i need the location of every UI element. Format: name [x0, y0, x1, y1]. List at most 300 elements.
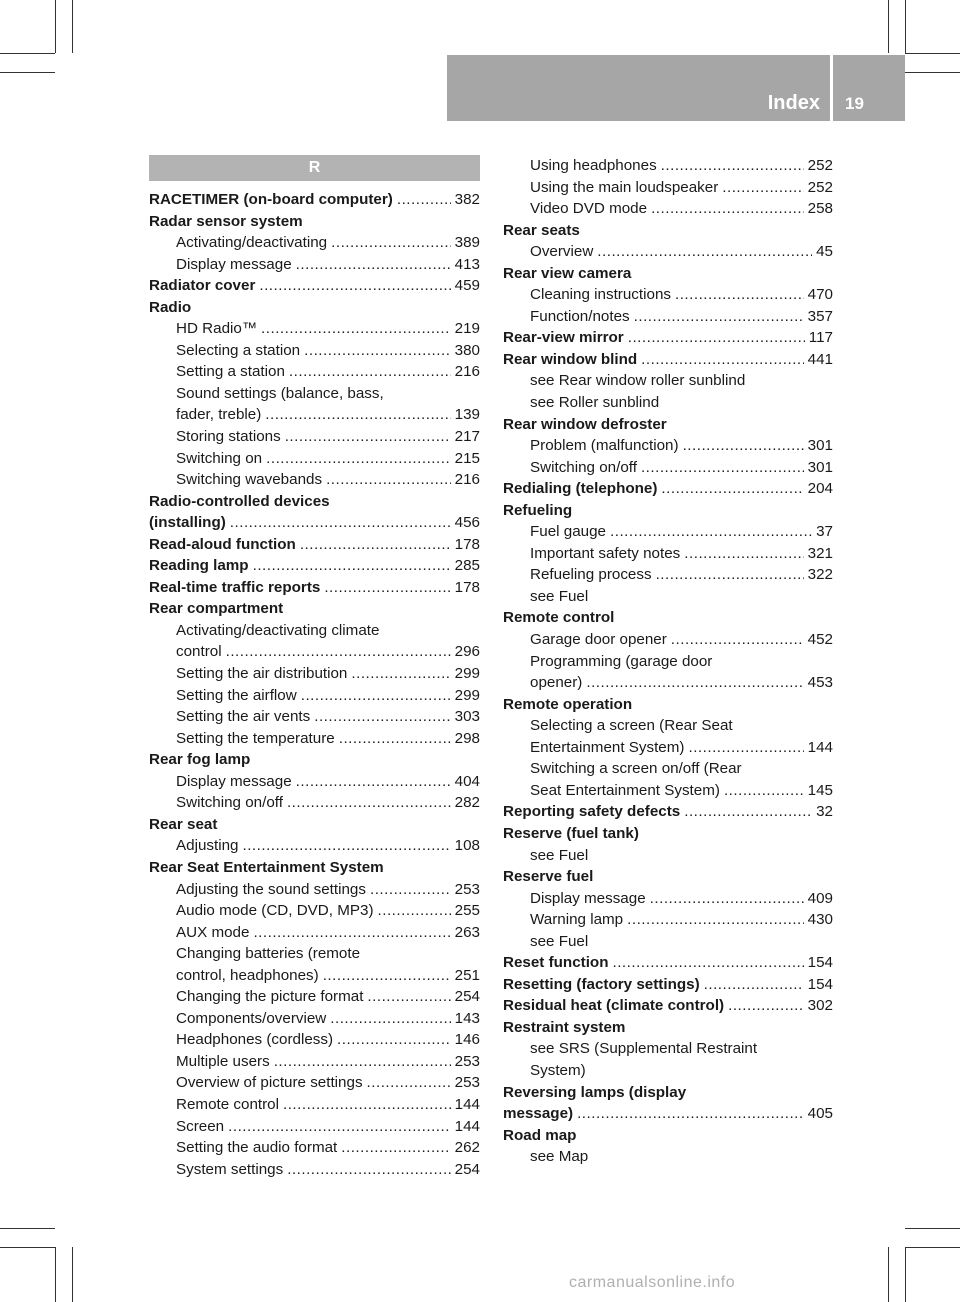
- index-entry-page: 154: [807, 954, 833, 972]
- dot-leader: [661, 478, 803, 500]
- index-entry-page: 470: [807, 286, 833, 304]
- index-entry-text: see Rear window roller sunblind: [530, 372, 746, 390]
- dot-leader: [684, 543, 803, 565]
- index-entry-page: 303: [454, 708, 480, 726]
- index-entry: [503, 845, 833, 867]
- dot-leader: [612, 952, 803, 974]
- dot-leader: [296, 254, 451, 276]
- dot-leader: [627, 909, 804, 931]
- index-entry-text: Refueling process: [530, 566, 652, 584]
- index-entry: [503, 327, 833, 349]
- index-entry-text: Resetting (factory settings): [503, 975, 700, 993]
- index-entry: [149, 512, 480, 534]
- index-entry: [149, 1051, 480, 1073]
- index-entry-text: Display message: [176, 772, 292, 790]
- index-entry-page: 258: [807, 200, 833, 218]
- index-entry: [149, 922, 480, 944]
- index-entry-text: Reserve (fuel tank): [503, 824, 639, 842]
- dot-leader: [722, 177, 803, 199]
- index-entry-text: Rear seat: [149, 815, 218, 833]
- dot-leader: [728, 995, 804, 1017]
- index-entry-page: 145: [807, 781, 833, 799]
- index-entry-text: Rear seats: [503, 221, 580, 239]
- index-entry-text: Switching wavebands: [176, 471, 323, 489]
- index-entry: [149, 361, 480, 383]
- index-entry-text: control, headphones): [176, 966, 319, 984]
- index-entry-text: Components/overview: [176, 1009, 327, 1027]
- dot-leader: [339, 728, 451, 750]
- index-entry: [149, 211, 480, 233]
- dot-leader: [228, 1116, 451, 1138]
- index-entry: [503, 435, 833, 457]
- index-entry-page: 32: [816, 803, 833, 821]
- index-entry: [149, 879, 480, 901]
- index-entry-text: see Fuel: [530, 932, 589, 950]
- dot-leader: [683, 435, 804, 457]
- index-entry-text: see Fuel: [530, 587, 589, 605]
- index-entry-text: Setting the airflow: [176, 686, 297, 704]
- index-entry-page: 252: [807, 157, 833, 174]
- dot-leader: [242, 835, 450, 857]
- index-entry-text: see SRS (Supplemental Restraint: [530, 1040, 758, 1058]
- crop-mark: [72, 0, 73, 53]
- dot-leader: [641, 457, 804, 479]
- index-entry-text: Reporting safety defects: [503, 803, 681, 821]
- index-entry-text: Reserve fuel: [503, 868, 594, 886]
- index-entry: [149, 986, 480, 1008]
- index-entry-text: Read-aloud function: [149, 535, 296, 553]
- index-entry-text: Seat Entertainment System): [530, 781, 720, 799]
- index-entry: [503, 284, 833, 306]
- index-entry-text: opener): [530, 674, 583, 692]
- index-entry: [503, 500, 833, 522]
- index-entry-page: 299: [454, 686, 480, 704]
- index-entry: [503, 1146, 833, 1168]
- index-column-right: [503, 155, 833, 1168]
- index-entry-text: Reset function: [503, 954, 609, 972]
- dot-leader: [283, 1094, 451, 1116]
- index-entry: [503, 392, 833, 414]
- index-entry: [503, 586, 833, 608]
- crop-mark: [905, 72, 960, 73]
- index-entry-text: Redialing (telephone): [503, 480, 658, 498]
- index-entry-text: Switching a screen on/off (Rear: [530, 760, 742, 778]
- index-entry-text: Audio mode (CD, DVD, MP3): [176, 902, 374, 920]
- index-entry-text: Cleaning instructions: [530, 286, 671, 304]
- dot-leader: [226, 641, 451, 663]
- dot-leader: [651, 198, 804, 220]
- index-entry: [503, 1038, 833, 1060]
- index-entry: [503, 780, 833, 802]
- index-entry: [149, 792, 480, 814]
- index-entry-text: Entertainment System): [530, 738, 685, 756]
- index-entry: [503, 1125, 833, 1147]
- index-entry-page: 144: [454, 1117, 480, 1135]
- index-entry-text: Warning lamp: [530, 911, 624, 929]
- index-entry-text: Setting the air distribution: [176, 665, 348, 683]
- index-entry-text: Rear compartment: [149, 600, 284, 618]
- index-entry: [503, 263, 833, 285]
- crop-mark: [0, 72, 55, 73]
- index-entry: [149, 383, 480, 405]
- dot-leader: [337, 1029, 451, 1051]
- dot-leader: [671, 629, 804, 651]
- index-entry: [503, 952, 833, 974]
- dot-leader: [330, 1008, 450, 1030]
- index-entry-page: 254: [454, 988, 480, 1006]
- index-entry-page: 144: [807, 738, 833, 756]
- index-entry-page: 108: [454, 837, 480, 855]
- index-entry: [503, 306, 833, 328]
- index-entry: [503, 629, 833, 651]
- index-entry-text: Road map: [503, 1126, 577, 1144]
- index-entry-page: 413: [454, 255, 480, 273]
- index-entry: [149, 900, 480, 922]
- index-entry-text: Function/notes: [530, 307, 630, 325]
- index-entry: [149, 620, 480, 642]
- index-entry: [149, 749, 480, 771]
- crop-mark: [905, 53, 960, 54]
- index-entry: [149, 318, 480, 340]
- dot-leader: [610, 521, 812, 543]
- index-entry-page: 298: [454, 729, 480, 747]
- index-entry-page: 382: [454, 191, 480, 208]
- dot-leader: [628, 327, 805, 349]
- dot-leader: [688, 737, 803, 759]
- index-entry: [503, 1060, 833, 1082]
- dot-leader: [331, 232, 451, 254]
- index-entry: [503, 564, 833, 586]
- index-entry: [503, 694, 833, 716]
- index-entry-page: 251: [454, 966, 480, 984]
- index-entry-text: Using headphones: [530, 157, 657, 174]
- index-entry-text: Important safety notes: [530, 544, 681, 562]
- index-entry: [149, 275, 480, 297]
- crop-mark: [72, 1247, 73, 1302]
- index-entry: [149, 1072, 480, 1094]
- crop-mark: [905, 1247, 906, 1302]
- index-list-left: [149, 189, 480, 1180]
- dot-leader: [314, 706, 450, 728]
- dot-leader: [323, 965, 451, 987]
- dot-leader: [274, 1051, 451, 1073]
- index-entry-page: 302: [807, 997, 833, 1015]
- dot-leader: [301, 685, 451, 707]
- index-entry-page: 254: [454, 1160, 480, 1178]
- index-entry-text: Fuel gauge: [530, 523, 606, 541]
- index-entry-text: Changing the picture format: [176, 988, 364, 1006]
- index-entry: [503, 370, 833, 392]
- index-entry-text: Display message: [530, 889, 646, 907]
- index-entry-page: 389: [454, 234, 480, 252]
- index-entry-page: 215: [454, 449, 480, 467]
- index-entry: [149, 1008, 480, 1030]
- index-entry-text: Using the main loudspeaker: [530, 178, 719, 196]
- index-entry-page: 285: [454, 557, 480, 575]
- index-entry-text: Screen: [176, 1117, 225, 1135]
- index-entry-text: Storing stations: [176, 428, 281, 446]
- index-entry: [149, 469, 480, 491]
- index-entry-page: 154: [807, 975, 833, 993]
- index-entry-page: 219: [454, 320, 480, 338]
- index-entry-page: 321: [807, 544, 833, 562]
- index-entry: [149, 943, 480, 965]
- index-entry-text: Display message: [176, 255, 292, 273]
- index-entry: [149, 254, 480, 276]
- index-entry-text: Restraint system: [503, 1018, 626, 1036]
- index-entry: [149, 663, 480, 685]
- dot-leader: [370, 879, 451, 901]
- dot-leader: [397, 189, 451, 211]
- index-entry: [503, 521, 833, 543]
- index-entry: [503, 607, 833, 629]
- dot-leader: [341, 1137, 450, 1159]
- index-entry-text: Multiple users: [176, 1052, 270, 1070]
- index-entry-text: Changing batteries (remote: [176, 945, 361, 963]
- dot-leader: [704, 974, 804, 996]
- index-entry-text: Adjusting the sound settings: [176, 880, 366, 898]
- index-entry: [149, 706, 480, 728]
- index-entry: [149, 857, 480, 879]
- index-entry: [149, 426, 480, 448]
- index-entry-text: Problem (malfunction): [530, 437, 679, 455]
- dot-leader: [351, 663, 450, 685]
- index-entry-page: 301: [807, 437, 833, 455]
- watermark: carmanualsonline.info: [569, 1274, 736, 1291]
- crop-mark: [905, 1228, 960, 1229]
- crop-mark: [905, 0, 906, 53]
- index-entry-text: Headphones (cordless): [176, 1031, 334, 1049]
- header-divider: [830, 55, 833, 121]
- index-entry-text: Sound settings (balance, bass,: [176, 384, 384, 402]
- index-entry: [503, 974, 833, 996]
- dot-leader: [253, 555, 451, 577]
- index-entry: [149, 728, 480, 750]
- index-entry: [503, 995, 833, 1017]
- dot-leader: [586, 672, 803, 694]
- index-entry-text: see Roller sunblind: [530, 394, 660, 412]
- index-entry-page: 144: [454, 1095, 480, 1113]
- index-entry-text: Radio-controlled devices: [149, 492, 330, 510]
- index-entry-page: 299: [454, 665, 480, 683]
- index-entry: [149, 189, 480, 211]
- index-entry-text: Rear fog lamp: [149, 751, 251, 769]
- index-entry-text: Residual heat (climate control): [503, 997, 725, 1015]
- index-entry-text: AUX mode: [176, 923, 250, 941]
- index-entry-page: 253: [454, 880, 480, 898]
- index-entry: [503, 414, 833, 436]
- index-entry-page: 146: [454, 1031, 480, 1049]
- index-entry-text: Rear view camera: [503, 264, 632, 282]
- dot-leader: [230, 512, 451, 534]
- page-number: 19: [845, 94, 864, 113]
- index-entry-text: message): [503, 1105, 574, 1123]
- index-entry-text: Programming (garage door: [530, 652, 713, 670]
- index-entry-text: Overview: [530, 243, 594, 261]
- index-entry-page: 216: [454, 363, 480, 381]
- index-entry-page: 453: [807, 674, 833, 692]
- index-entry-text: Switching on/off: [530, 458, 637, 476]
- crop-mark: [905, 1247, 960, 1248]
- index-entry: [149, 641, 480, 663]
- dot-leader: [650, 888, 804, 910]
- index-entry: [503, 715, 833, 737]
- index-entry-page: 430: [807, 911, 833, 929]
- index-entry-text: see Fuel: [530, 846, 589, 864]
- index-entry-page: 253: [454, 1052, 480, 1070]
- index-entry: [149, 771, 480, 793]
- index-entry: [503, 801, 833, 823]
- crop-mark: [0, 53, 55, 54]
- dot-leader: [724, 780, 804, 802]
- dot-leader: [304, 340, 451, 362]
- index-entry: [503, 758, 833, 780]
- index-entry-page: 296: [454, 643, 480, 661]
- index-entry-page: 282: [454, 794, 480, 812]
- crop-mark: [888, 0, 889, 53]
- index-entry-text: Remote control: [176, 1095, 279, 1113]
- dot-leader: [634, 306, 804, 328]
- crop-mark: [55, 0, 56, 53]
- index-entry: [149, 1029, 480, 1051]
- dot-leader: [577, 1103, 804, 1125]
- index-entry: [503, 1017, 833, 1039]
- index-entry-text: Setting the audio format: [176, 1139, 338, 1157]
- index-entry-text: Setting a station: [176, 363, 285, 381]
- index-entry-text: Rear-view mirror: [503, 329, 624, 347]
- index-entry-page: 357: [807, 307, 833, 325]
- index-entry: [503, 1103, 833, 1125]
- dot-leader: [285, 426, 451, 448]
- index-entry-page: 456: [454, 514, 480, 532]
- index-entry-text: Video DVD mode: [530, 200, 648, 218]
- index-entry-text: Adjusting: [176, 837, 239, 855]
- index-entry: [149, 534, 480, 556]
- index-entry-text: System settings: [176, 1160, 284, 1178]
- index-entry-text: Switching on: [176, 449, 263, 467]
- index-entry: [149, 1137, 480, 1159]
- dot-leader: [661, 155, 804, 177]
- index-entry: [149, 835, 480, 857]
- index-entry-page: 139: [454, 406, 480, 424]
- index-entry: [149, 1159, 480, 1181]
- index-entry-text: Rear Seat Entertainment System: [149, 858, 384, 876]
- index-entry: [503, 823, 833, 845]
- index-entry-page: 178: [454, 578, 480, 596]
- crop-mark: [0, 1247, 55, 1248]
- index-entry: [149, 685, 480, 707]
- index-entry-text: Remote operation: [503, 695, 633, 713]
- index-entry-page: 452: [807, 631, 833, 649]
- index-entry-text: Overview of picture settings: [176, 1074, 363, 1092]
- index-entry: [503, 543, 833, 565]
- index-entry: [503, 1082, 833, 1104]
- index-entry-text: Real-time traffic reports: [149, 578, 321, 596]
- index-entry: [503, 931, 833, 953]
- index-entry: [149, 404, 480, 426]
- index-entry-text: Reading lamp: [149, 557, 249, 575]
- index-entry: [503, 651, 833, 673]
- index-entry-text: control: [176, 643, 222, 661]
- index-entry-text: Rear window blind: [503, 350, 638, 368]
- index-entry: [149, 598, 480, 620]
- index-entry: [149, 577, 480, 599]
- index-entry: [503, 177, 833, 199]
- index-entry: [149, 965, 480, 987]
- dot-leader: [656, 564, 804, 586]
- index-entry-page: 459: [454, 277, 480, 295]
- index-entry-page: 441: [807, 350, 833, 368]
- dot-leader: [289, 361, 451, 383]
- index-entry: [503, 909, 833, 931]
- index-entry: [503, 198, 833, 220]
- dot-leader: [324, 577, 450, 599]
- index-entry: [149, 232, 480, 254]
- dot-leader: [684, 801, 812, 823]
- index-entry-page: 255: [454, 902, 480, 920]
- index-entry-page: 204: [807, 480, 833, 498]
- dot-leader: [261, 318, 451, 340]
- index-entry-page: 37: [816, 523, 833, 541]
- index-entry-text: Switching on/off: [176, 794, 283, 812]
- index-entry-page: 322: [807, 566, 833, 584]
- index-entry-page: 143: [454, 1009, 480, 1027]
- index-entry: [149, 1116, 480, 1138]
- index-entry-text: Setting the temperature: [176, 729, 335, 747]
- index-entry: [503, 672, 833, 694]
- index-entry: [503, 737, 833, 759]
- index-entry-page: 405: [807, 1105, 833, 1123]
- index-entry-page: 217: [454, 428, 480, 446]
- dot-leader: [300, 534, 451, 556]
- index-entry-page: 253: [454, 1074, 480, 1092]
- index-entry-text: Activating/deactivating climate: [176, 621, 380, 639]
- crop-mark: [55, 1247, 56, 1302]
- dot-leader: [367, 986, 450, 1008]
- index-entry-page: 263: [454, 923, 480, 941]
- dot-leader: [641, 349, 803, 371]
- index-entry: [503, 241, 833, 263]
- index-entry-text: Radiator cover: [149, 277, 256, 295]
- dot-leader: [597, 241, 812, 263]
- dot-leader: [287, 1159, 450, 1181]
- index-entry-text: (installing): [149, 514, 226, 532]
- index-entry-text: Rear window defroster: [503, 415, 667, 433]
- index-entry-text: Reversing lamps (display: [503, 1083, 687, 1101]
- index-column-left: [149, 155, 480, 1180]
- index-entry-page: 409: [807, 889, 833, 907]
- header-title: Index: [767, 92, 820, 114]
- index-entry: [503, 888, 833, 910]
- index-entry-text: System): [530, 1061, 586, 1079]
- index-entry-page: 301: [807, 458, 833, 476]
- dot-leader: [326, 469, 451, 491]
- index-entry: [149, 297, 480, 319]
- index-entry-text: RACETIMER (on-board computer): [149, 191, 393, 208]
- index-entry-text: Setting the air vents: [176, 708, 311, 726]
- index-entry-text: HD Radio™: [176, 320, 258, 338]
- dot-leader: [675, 284, 804, 306]
- index-entry-page: 178: [454, 535, 480, 553]
- index-entry-page: 380: [454, 341, 480, 359]
- index-entry-page: 117: [808, 329, 833, 347]
- index-entry: [149, 340, 480, 362]
- index-list-right: [503, 155, 833, 1168]
- crop-mark: [888, 1247, 889, 1302]
- index-entry-text: Selecting a screen (Rear Seat: [530, 717, 733, 735]
- index-entry-text: fader, treble): [176, 406, 262, 424]
- index-entry: [503, 155, 833, 177]
